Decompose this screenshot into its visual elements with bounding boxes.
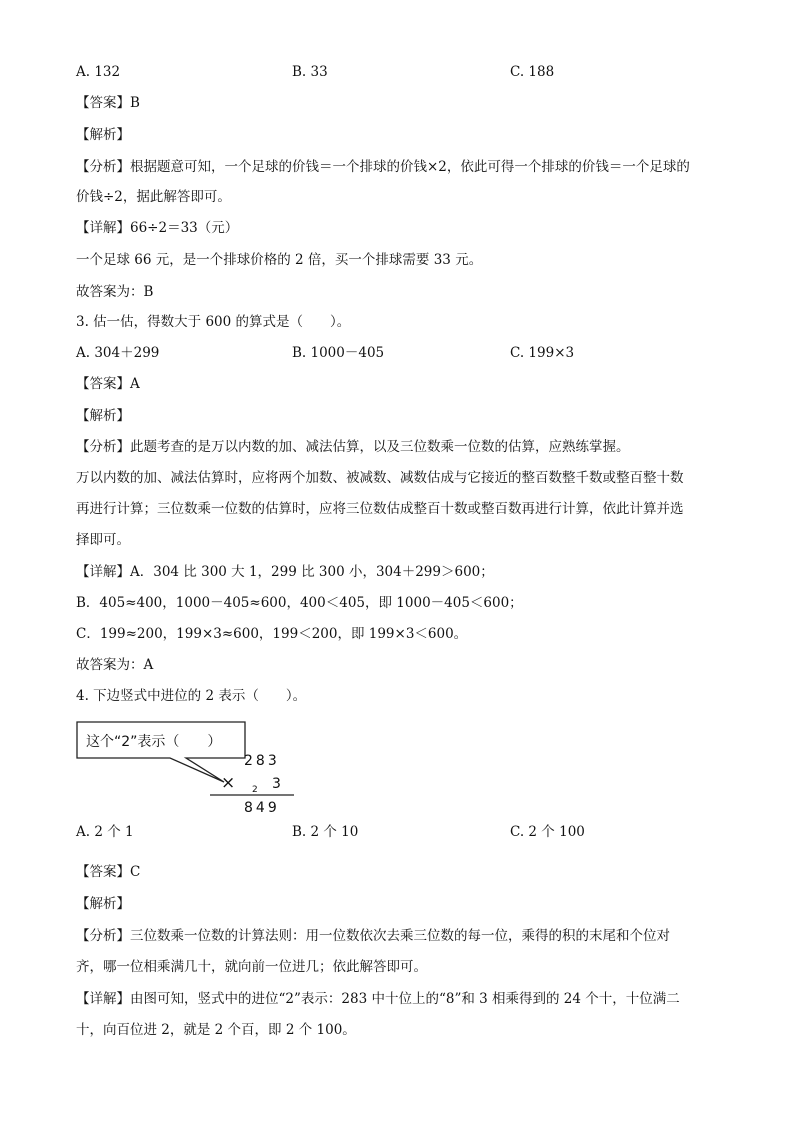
q4-detail-line-1: 【详解】由图可知，竖式中的进位“2”表示：283 中十位上的“8”和 3 相乘得到的 24 个十，十位满二	[76, 991, 680, 1007]
q3-detail-a: 【详解】A．304 比 300 大 1，299 比 300 小，304＋299＞600；	[76, 564, 494, 580]
q2-analysis-line-2: 价钱÷2，据此解答即可。	[76, 189, 231, 205]
q4-option-a: A. 2 个 1	[76, 824, 134, 840]
q3-conclusion: 故答案为：A	[76, 657, 154, 673]
q3-para-line-3: 择即可。	[76, 532, 130, 548]
q4-question: 4. 下边竖式中进位的 2 表示（ ）。	[76, 688, 307, 704]
times-sign: ×	[221, 773, 236, 793]
q4-option-b: B. 2 个 10	[292, 824, 359, 840]
q3-question: 3. 估一估，得数大于 600 的算式是（ ）。	[76, 314, 351, 330]
q3-para-line-1: 万以内数的加、减法估算时，应将两个加数、被减数、减数估成与它接近的整百数整千数或整百整十数	[76, 470, 684, 486]
q2-analysis-line-1: 【分析】根据题意可知，一个足球的价钱＝一个排球的价钱×2，依此可得一个排球的价钱＝一个足球的	[76, 159, 690, 175]
q3-answer: 【答案】A	[76, 376, 140, 392]
q3-detail-b: B．405≈400，1000－405≈600，400＜405，即 1000－405＜600；	[76, 595, 523, 611]
q3-option-c: C. 199×3	[510, 345, 575, 361]
q3-jiexi-label: 【解析】	[76, 408, 130, 424]
q3-option-b: B. 1000－405	[292, 345, 385, 361]
q2-detail-line-2: 一个足球 66 元，是一个排球价格的 2 倍，买一个排球需要 33 元。	[76, 252, 483, 268]
q4-option-c: C. 2 个 100	[510, 824, 585, 840]
q3-analysis: 【分析】此题考查的是万以内数的加、减法估算，以及三位数乘一位数的估算，应熟练掌握。	[76, 439, 630, 455]
q2-conclusion: 故答案为：B	[76, 284, 154, 300]
q3-detail-c: C．199≈200，199×3≈600，199＜200，即 199×3＜600。	[76, 626, 468, 642]
carry-digit: 2	[252, 785, 258, 795]
q2-answer: 【答案】B	[76, 95, 140, 111]
callout-text: 这个“2”表示（ ）	[86, 734, 222, 750]
q4-answer: 【答案】C	[76, 864, 141, 880]
q4-analysis-line-1: 【分析】三位数乘一位数的计算法则：用一位数依次去乘三位数的每一位，乘得的积的末尾和个位对	[76, 928, 670, 944]
q3-para-line-2: 再进行计算；三位数乘一位数的估算时，应将三位数估成整百十数或整百数再进行计算，依此计算并选	[76, 501, 684, 517]
result-number: 849	[244, 800, 280, 816]
top-number: 283	[244, 753, 280, 769]
q2-option-a: A. 132	[76, 64, 121, 80]
multiplication-diagram	[76, 720, 316, 820]
q4-detail-line-2: 十，向百位进 2，就是 2 个百，即 2 个 100。	[76, 1022, 356, 1038]
q4-jiexi-label: 【解析】	[76, 896, 130, 912]
q3-option-a: A. 304＋299	[76, 345, 160, 361]
callout-box	[77, 722, 245, 782]
q2-option-c: C. 188	[510, 64, 555, 80]
q4-analysis-line-2: 齐，哪一位相乘满几十，就向前一位进几；依此解答即可。	[76, 959, 427, 975]
q2-option-b: B. 33	[292, 64, 328, 80]
q2-jiexi-label: 【解析】	[76, 127, 130, 143]
q2-detail: 【详解】66÷2＝33（元）	[76, 220, 239, 236]
multiplier: 3	[272, 776, 281, 792]
